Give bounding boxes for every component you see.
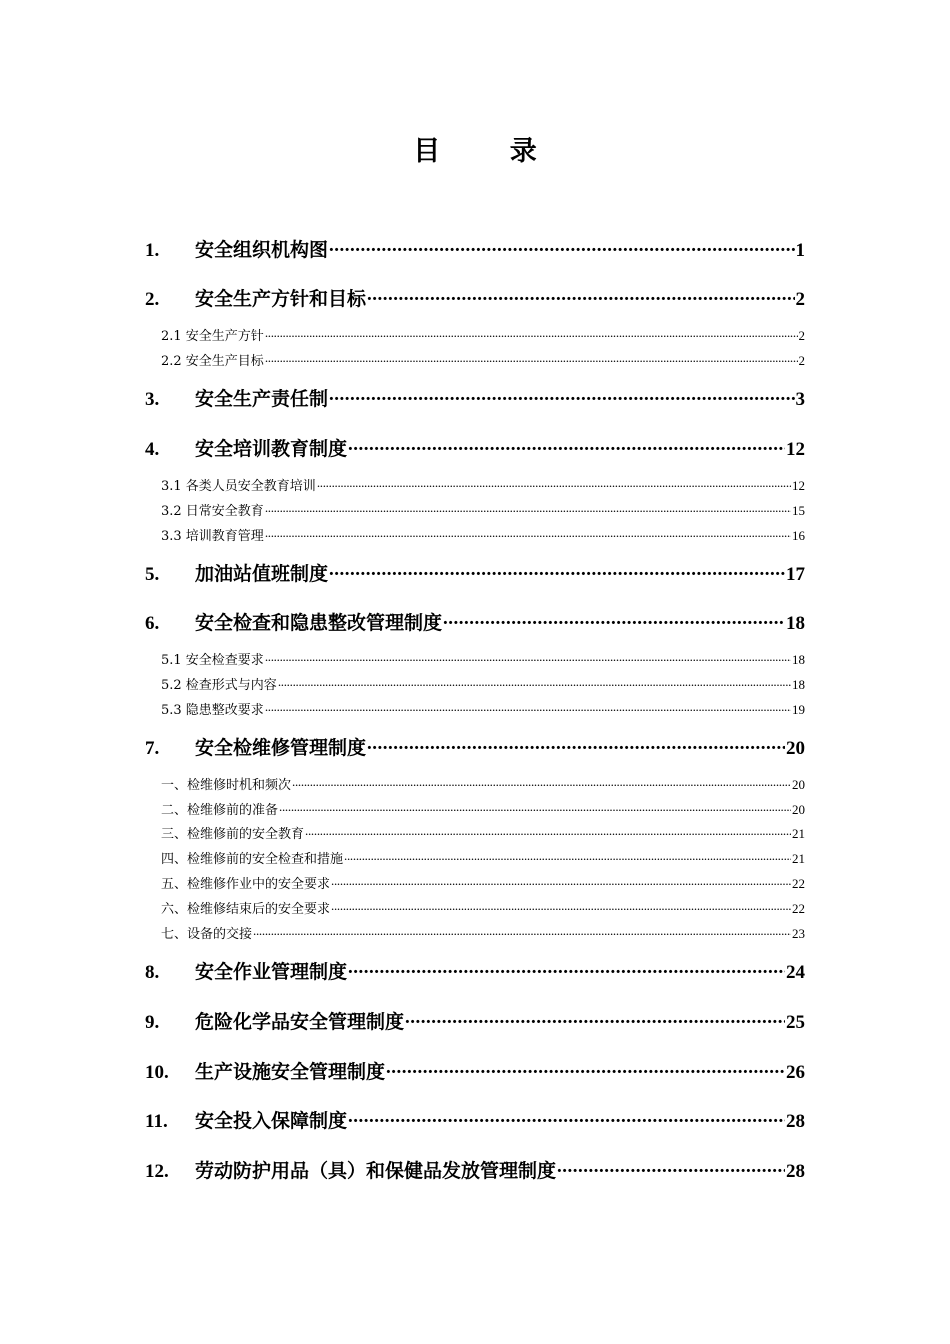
toc-entry-label: 安全生产责任制 <box>195 388 329 410</box>
toc-entry-page-number: 20 <box>792 777 805 792</box>
toc-section-entry[interactable] <box>145 849 805 869</box>
toc-dot-leader <box>292 776 791 789</box>
toc-dot-leader <box>329 561 785 580</box>
toc-entry-page-number: 25 <box>786 1012 805 1033</box>
toc-entry-label: 安全生产方针和目标 <box>195 288 367 310</box>
toc-chapter-entry[interactable] <box>145 435 805 463</box>
toc-dot-leader <box>329 237 794 256</box>
toc-entry-label: 劳动防护用品（具）和保健品发放管理制度 <box>195 1160 557 1182</box>
toc-entry-number: 9. <box>145 1012 160 1033</box>
toc-dot-leader <box>367 286 794 305</box>
toc-dot-leader <box>348 436 785 455</box>
toc-dot-leader <box>329 386 794 405</box>
toc-dot-leader <box>557 1158 785 1177</box>
toc-entry-page-number: 28 <box>786 1111 805 1132</box>
toc-chapter-entry[interactable] <box>145 385 805 413</box>
toc-entry-page-number: 28 <box>786 1161 805 1182</box>
toc-entry-page-number: 16 <box>792 528 805 543</box>
toc-entry-number: 7. <box>145 738 160 759</box>
toc-entry-number: 6. <box>145 613 160 634</box>
toc-entry-label: 生产设施安全管理制度 <box>195 1061 386 1083</box>
toc-entry-label: 3.2 日常安全教育 <box>161 504 264 519</box>
toc-dot-leader <box>331 900 791 913</box>
toc-dot-leader <box>265 651 791 664</box>
toc-entry-page-number: 15 <box>792 503 805 518</box>
toc-dot-leader <box>279 801 791 814</box>
toc-entry-page-number: 2 <box>798 353 805 368</box>
toc-chapter-entry[interactable] <box>145 734 805 762</box>
toc-entry-page-number: 21 <box>792 851 805 866</box>
toc-section-entry[interactable] <box>145 501 805 521</box>
toc-entry-number: 11. <box>145 1111 168 1132</box>
toc-chapter-entry[interactable] <box>145 958 805 986</box>
toc-dot-leader <box>253 925 791 938</box>
toc-dot-leader <box>265 352 798 365</box>
toc-entry-page-number: 3 <box>795 389 805 410</box>
toc-entry-label: 危险化学品安全管理制度 <box>195 1011 405 1033</box>
toc-entry-page-number: 1 <box>795 240 805 261</box>
page-title: 目 录 <box>413 136 567 167</box>
toc-dot-leader <box>367 735 785 754</box>
toc-section-entry[interactable] <box>145 924 805 944</box>
toc-chapter-entry[interactable] <box>145 236 805 264</box>
toc-chapter-entry[interactable] <box>145 1107 805 1135</box>
toc-section-entry[interactable] <box>145 650 805 670</box>
toc-section-entry[interactable] <box>145 675 805 695</box>
toc-entry-label: 三、检维修前的安全教育 <box>161 827 305 842</box>
toc-section-entry[interactable] <box>145 700 805 720</box>
toc-dot-leader <box>265 527 791 540</box>
toc-entry-label: 四、检维修前的安全检查和措施 <box>161 852 344 867</box>
toc-entry-label: 一、检维修时机和频次 <box>161 778 292 793</box>
toc-entry-label: 加油站值班制度 <box>195 563 329 585</box>
toc-entry-number: 8. <box>145 962 160 983</box>
toc-chapter-entry[interactable] <box>145 285 805 313</box>
toc-chapter-entry[interactable] <box>145 1008 805 1036</box>
toc-entry-number: 10. <box>145 1062 169 1083</box>
toc-entry-page-number: 19 <box>792 702 805 717</box>
toc-dot-leader <box>386 1059 785 1078</box>
toc-entry-label: 安全检查和隐患整改管理制度 <box>195 612 443 634</box>
toc-section-entry[interactable] <box>145 899 805 919</box>
toc-dot-leader <box>405 1009 785 1028</box>
toc-entry-label: 安全组织机构图 <box>195 239 329 261</box>
toc-dot-leader <box>348 959 785 978</box>
toc-section-entry[interactable] <box>145 874 805 894</box>
toc-entry-number: 5. <box>145 564 160 585</box>
toc-entry-page-number: 26 <box>786 1062 805 1083</box>
toc-entry-page-number: 12 <box>786 439 805 460</box>
toc-entry-number: 4. <box>145 439 160 460</box>
toc-entry-label: 5.1 安全检查要求 <box>161 653 264 668</box>
toc-dot-leader <box>331 875 791 888</box>
toc-chapter-entry[interactable] <box>145 609 805 637</box>
toc-entry-page-number: 22 <box>792 876 805 891</box>
toc-entry-number: 1. <box>145 240 160 261</box>
toc-entry-page-number: 18 <box>786 613 805 634</box>
toc-entry-number: 12. <box>145 1161 169 1182</box>
toc-entry-page-number: 2 <box>795 289 805 310</box>
toc-entry-page-number: 23 <box>792 926 805 941</box>
toc-entry-label: 安全培训教育制度 <box>195 438 348 460</box>
toc-entry-label: 5.3 隐患整改要求 <box>161 703 264 718</box>
toc-dot-leader <box>265 327 798 340</box>
toc-chapter-entry[interactable] <box>145 1157 805 1185</box>
toc-entry-page-number: 2 <box>798 328 805 343</box>
toc-dot-leader <box>344 850 791 863</box>
toc-entry-label: 3.3 培训教育管理 <box>161 529 264 544</box>
toc-entry-page-number: 22 <box>792 901 805 916</box>
toc-section-entry[interactable] <box>145 526 805 546</box>
toc-entry-label: 安全投入保障制度 <box>195 1110 348 1132</box>
toc-dot-leader <box>265 502 791 515</box>
toc-section-entry[interactable] <box>145 800 805 820</box>
toc-entry-page-number: 24 <box>786 962 805 983</box>
toc-entry-label: 5.2 检查形式与内容 <box>161 678 277 693</box>
toc-entry-label: 2.1 安全生产方针 <box>161 329 264 344</box>
toc-entry-page-number: 20 <box>786 738 805 759</box>
toc-entry-page-number: 20 <box>792 802 805 817</box>
toc-dot-leader <box>278 676 791 689</box>
toc-section-entry[interactable] <box>145 775 805 795</box>
toc-dot-leader <box>317 477 791 490</box>
toc-entry-number: 2. <box>145 289 160 310</box>
toc-entry-page-number: 18 <box>792 677 805 692</box>
toc-section-entry[interactable] <box>145 326 805 346</box>
toc-entry-label: 3.1 各类人员安全教育培训 <box>161 479 316 494</box>
toc-entry-label: 七、设备的交接 <box>161 927 253 942</box>
toc-section-entry[interactable] <box>145 824 805 844</box>
toc-entry-label: 2.2 安全生产目标 <box>161 354 264 369</box>
toc-entry-label: 五、检维修作业中的安全要求 <box>161 877 331 892</box>
toc-entry-page-number: 17 <box>786 564 805 585</box>
toc-entry-label: 安全作业管理制度 <box>195 961 348 983</box>
toc-chapter-entry[interactable] <box>145 1058 805 1086</box>
toc-entry-page-number: 21 <box>792 826 805 841</box>
toc-dot-leader <box>305 825 791 838</box>
toc-entry-page-number: 12 <box>792 478 805 493</box>
toc-section-entry[interactable] <box>145 351 805 371</box>
toc-entry-label: 安全检维修管理制度 <box>195 737 367 759</box>
toc-section-entry[interactable] <box>145 476 805 496</box>
toc-entry-number: 3. <box>145 389 160 410</box>
toc-chapter-entry[interactable] <box>145 560 805 588</box>
toc-entry-page-number: 18 <box>792 652 805 667</box>
toc-dot-leader <box>348 1108 785 1127</box>
toc-dot-leader <box>443 610 785 629</box>
toc-entry-label: 六、检维修结束后的安全要求 <box>161 902 331 917</box>
toc-dot-leader <box>265 701 791 714</box>
toc-entry-label: 二、检维修前的准备 <box>161 803 279 818</box>
